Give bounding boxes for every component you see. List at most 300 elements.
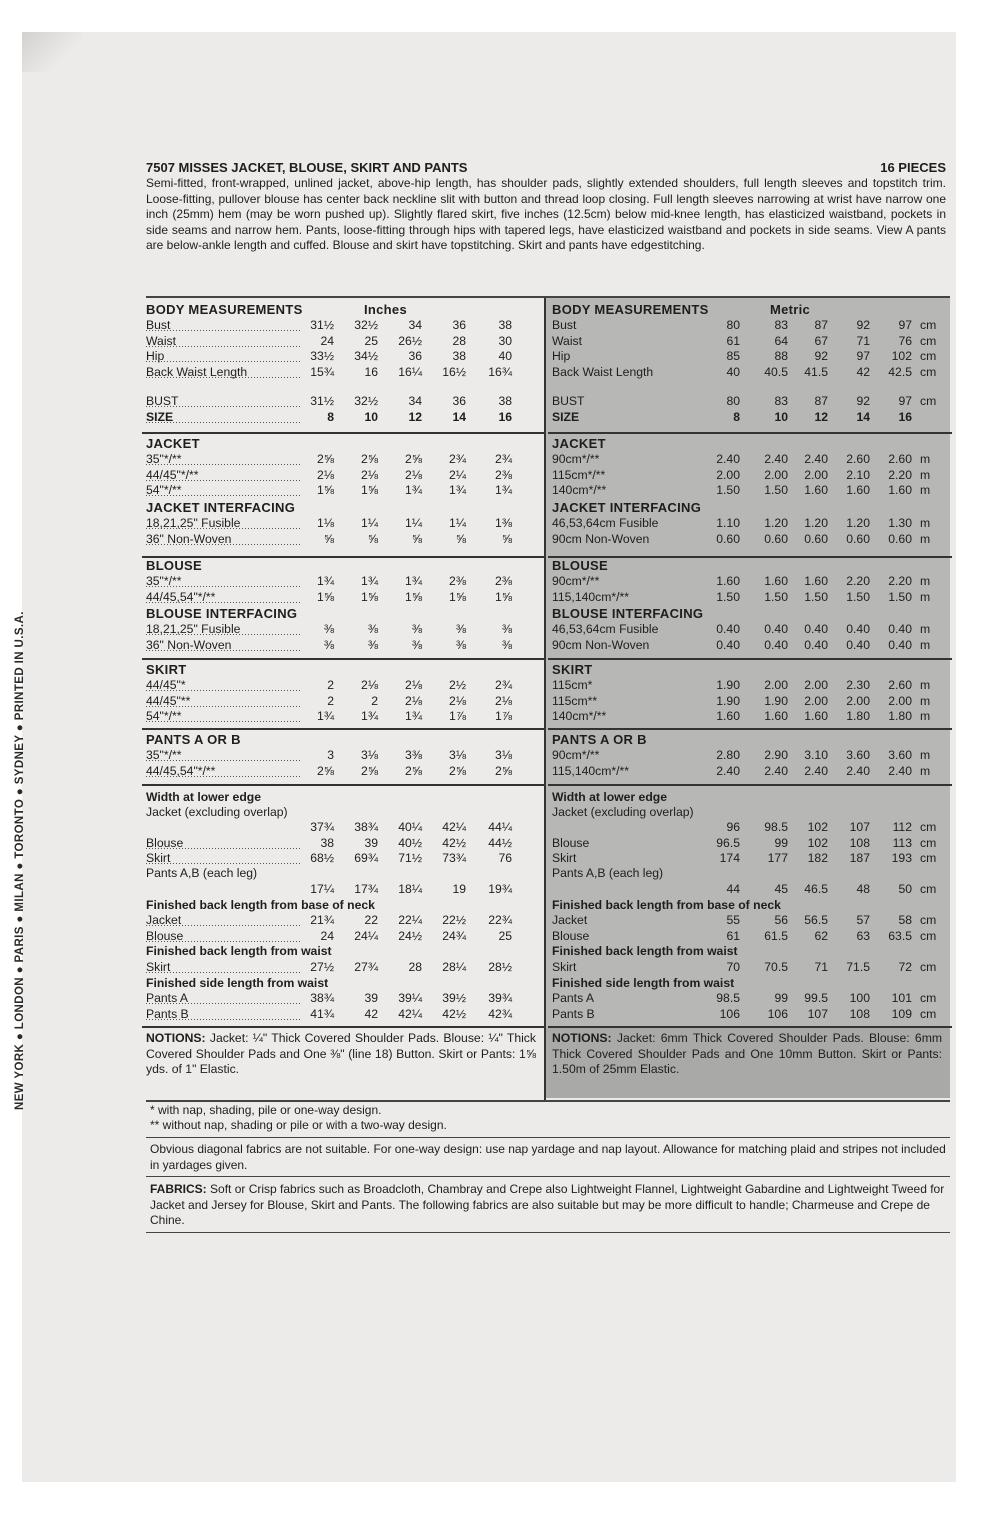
table-row	[146, 468, 542, 483]
row-value: 16	[364, 364, 378, 379]
row-value: 38	[498, 318, 512, 332]
row-value: 1.50	[764, 589, 788, 604]
footnote-without-nap: ** without nap, shading or pile or with a two-way design.	[150, 1118, 447, 1132]
skirt-title: SKIRT	[146, 662, 187, 677]
row-value: 106	[719, 1007, 740, 1021]
back-length-waist-title: Finished back length from waist	[552, 944, 738, 958]
row-value: 102	[807, 820, 828, 834]
row-value: 31½	[310, 394, 334, 408]
notions-block	[552, 1031, 942, 1078]
table-row	[146, 638, 542, 653]
table-row	[552, 929, 948, 944]
row-value: 1⅝	[361, 483, 378, 497]
row-label: BUST	[146, 394, 302, 408]
table-row	[552, 318, 948, 333]
row-value: 1⅛	[317, 516, 334, 530]
row-value: 64	[774, 333, 788, 348]
row-value: 2.40	[764, 763, 788, 778]
row-value: 41.5	[804, 364, 828, 379]
blouse_interfacing-title: BLOUSE INTERFACING	[146, 606, 298, 621]
unit-label: cm	[920, 333, 937, 348]
table-row	[552, 394, 948, 409]
table-row	[552, 483, 948, 498]
row-label: 115,140cm*/**	[552, 763, 630, 778]
row-value: 56.5	[804, 913, 828, 927]
table-row	[146, 836, 542, 851]
row-label: Pants B	[146, 1007, 302, 1021]
table-row	[146, 678, 542, 693]
row-value: 1¼	[405, 516, 422, 530]
row-value: ⅜	[501, 637, 512, 652]
pants-title: PANTS A OR B	[146, 732, 241, 747]
row-value: 0.40	[764, 637, 788, 652]
row-value: 36	[452, 318, 466, 332]
row-label: 90cm*/**	[552, 452, 600, 466]
row-value: 98.5	[716, 991, 740, 1005]
row-value: 42¼	[442, 820, 466, 834]
pants-leg-width-row	[552, 882, 948, 897]
section-rule	[142, 1026, 546, 1028]
row-value: 1⅝	[361, 589, 378, 604]
section-rule	[142, 432, 546, 434]
row-value: ⅜	[323, 622, 334, 636]
row-value: 2⅛	[405, 693, 422, 708]
row-value: 61	[726, 333, 740, 348]
row-label: Back Waist Length	[552, 364, 654, 379]
row-value: ⅝	[323, 531, 334, 546]
row-value: 108	[849, 836, 870, 850]
row-value: 56	[774, 913, 788, 927]
row-value: 46.5	[804, 882, 828, 896]
row-label: 115,140cm*/**	[552, 589, 630, 604]
table-row	[146, 1007, 542, 1022]
row-value: 99.5	[804, 991, 828, 1005]
row-value: 3⅛	[495, 748, 512, 762]
row-value: 2⅝	[317, 763, 334, 778]
row-value: ⅜	[411, 622, 422, 636]
row-value: 17¾	[354, 882, 378, 896]
table-row	[552, 410, 948, 425]
row-value: 2⅜	[495, 467, 512, 482]
row-value: 39½	[442, 991, 466, 1005]
table-row	[552, 334, 948, 349]
jacket_interfacing-title: JACKET INTERFACING	[552, 500, 702, 515]
table-row	[552, 638, 948, 653]
rule	[146, 1137, 950, 1138]
row-value: 0.40	[888, 622, 912, 636]
row-value: 38	[498, 394, 512, 408]
row-value: 55	[726, 913, 740, 927]
unit-label: m	[920, 709, 931, 723]
row-value: ⅜	[367, 622, 378, 636]
row-value: 1.60	[888, 483, 912, 497]
row-value: 2.20	[846, 574, 870, 588]
piece-count: 16 PIECES	[880, 160, 946, 175]
row-value: 2⅜	[495, 574, 512, 588]
row-value: 34	[408, 318, 422, 332]
row-value: 16	[898, 409, 912, 424]
unit-label: cm	[920, 991, 937, 1005]
table-row	[552, 622, 948, 637]
row-value: 174	[719, 851, 740, 865]
row-value: 2⅜	[449, 574, 466, 588]
row-value: 1¼	[449, 516, 466, 530]
row-value: 25	[498, 929, 512, 943]
row-value: 101	[891, 991, 912, 1005]
table-row	[552, 468, 948, 483]
row-value: 42½	[442, 1007, 466, 1021]
row-value: 62	[814, 929, 828, 943]
table-row	[552, 574, 948, 589]
row-value: 71½	[398, 851, 422, 865]
row-value: 0.40	[764, 622, 788, 636]
row-value: 2.00	[764, 467, 788, 482]
row-value: 17¼	[310, 882, 334, 896]
table-row	[146, 334, 542, 349]
row-label: Blouse	[146, 929, 302, 943]
section-rule	[548, 432, 952, 434]
unit-label: cm	[920, 882, 937, 896]
row-label: Waist	[146, 334, 302, 348]
row-value: 106	[767, 1007, 788, 1021]
row-value: 1.20	[846, 516, 870, 530]
row-value: 100	[849, 991, 870, 1005]
row-value: 1⅜	[495, 516, 512, 530]
body-measurements-header	[552, 302, 948, 317]
row-value: 0.40	[888, 637, 912, 652]
row-value: 2.00	[804, 693, 828, 708]
unit-label: cm	[920, 349, 937, 363]
side-length-title: Finished side length from waist	[146, 976, 329, 990]
row-value: 38	[452, 349, 466, 363]
row-value: 1¾	[405, 574, 422, 588]
row-label: Pants A	[552, 991, 595, 1005]
row-value: 0.60	[764, 531, 788, 546]
row-value: 98.5	[764, 820, 788, 834]
notions-bottom-rule	[146, 1100, 950, 1102]
row-value: 2.00	[804, 678, 828, 692]
table-row	[552, 851, 948, 866]
row-value: 26½	[398, 333, 422, 348]
pattern-title: 7507 MISSES JACKET, BLOUSE, SKIRT AND PANTS	[146, 160, 468, 175]
row-value: 99	[774, 991, 788, 1005]
row-value: 16¾	[488, 364, 512, 379]
row-label: 140cm*/**	[552, 709, 607, 723]
row-value: 1¾	[317, 574, 334, 588]
row-label: 54"*/**	[146, 483, 302, 497]
row-label: Waist	[552, 333, 583, 348]
row-value: 1⅞	[449, 709, 466, 723]
row-value: 28½	[488, 960, 512, 974]
row-value: 14	[856, 409, 870, 424]
row-value: 61	[726, 929, 740, 943]
row-value: ⅜	[501, 622, 512, 636]
fabrics-text: Soft or Crisp fabrics such as Broadcloth, Chambray and Crepe also Lightweight Flannel, Lightweight Gabardine and Lightweight Tweed for Jacket and Jersey for Blouse, Skirt and Pants. The following fabrics are also suitable but may be more difficult to handle; Charmeuse and Crepe de Chine.	[150, 1182, 945, 1227]
row-value: 36	[408, 349, 422, 363]
row-value: 0.60	[846, 531, 870, 546]
header-label: BODY MEASUREMENTS	[552, 302, 709, 317]
unit-header: Metric	[770, 302, 811, 317]
back-length-neck-title: Finished back length from base of neck	[552, 898, 781, 912]
row-value: 2.30	[846, 678, 870, 692]
row-label: Pants B	[552, 1007, 595, 1021]
table-row	[146, 532, 542, 547]
row-value: 70	[726, 960, 740, 974]
row-value: 1.10	[716, 516, 740, 530]
row-label: Back Waist Length	[146, 365, 302, 379]
row-value: 102	[891, 349, 912, 363]
fabrics-note	[150, 1182, 950, 1229]
row-value: 63.5	[888, 929, 912, 943]
pants-leg-width-row	[146, 882, 542, 897]
row-value: 73¾	[442, 851, 466, 865]
table-row	[552, 836, 948, 851]
table-row	[146, 349, 542, 364]
row-value: 50	[898, 882, 912, 896]
row-value: 19¾	[488, 882, 512, 896]
row-value: 97	[898, 394, 912, 408]
row-value: 0.40	[846, 622, 870, 636]
row-value: 1.80	[888, 709, 912, 723]
row-value: 2.40	[804, 763, 828, 778]
row-value: 1.90	[716, 678, 740, 692]
row-value: 1.90	[764, 693, 788, 708]
row-value: 92	[856, 318, 870, 332]
unit-label: m	[920, 452, 931, 466]
section-rule	[142, 728, 546, 730]
row-value: ⅝	[367, 531, 378, 546]
folded-corner	[22, 32, 82, 72]
unit-label: m	[920, 574, 931, 588]
table-row	[552, 590, 948, 605]
row-value: 40.5	[764, 364, 788, 379]
row-value: 12	[814, 409, 828, 424]
row-value: 15¾	[310, 364, 334, 379]
row-label: Blouse	[146, 836, 302, 850]
row-value: 1.60	[764, 709, 788, 723]
jacket-title: JACKET	[552, 436, 606, 451]
row-value: 2.20	[888, 467, 912, 482]
unit-label: m	[920, 622, 931, 636]
row-value: 42.5	[888, 364, 912, 379]
row-value: 10	[364, 409, 378, 424]
row-value: 3⅜	[405, 748, 422, 762]
row-value: 38¾	[354, 820, 378, 834]
back-length-neck-title: Finished back length from base of neck	[146, 898, 375, 912]
row-value: 10	[774, 409, 788, 424]
row-label: Skirt	[146, 851, 302, 865]
row-value: 2.20	[888, 574, 912, 588]
table-row	[552, 694, 948, 709]
fabrics-title: FABRICS:	[150, 1182, 207, 1196]
row-value: 42¼	[398, 1007, 422, 1021]
table-row	[552, 748, 948, 763]
row-value: 2.80	[716, 748, 740, 762]
row-value: 1¼	[361, 516, 378, 530]
row-value: 80	[726, 318, 740, 332]
row-value: 8	[327, 409, 334, 424]
row-value: 0.40	[716, 622, 740, 636]
row-label: 18,21,25" Fusible	[146, 516, 302, 530]
back-length-waist-title: Finished back length from waist	[146, 944, 332, 958]
row-value: 28	[452, 333, 466, 348]
row-label: Blouse	[552, 836, 590, 850]
row-value: 1¾	[361, 709, 378, 723]
row-value: 1⅝	[317, 483, 334, 497]
row-value: 2⅛	[361, 467, 378, 482]
notions-text: Jacket: ¼" Thick Covered Shoulder Pads. Blouse: ¼" Thick Covered Shoulder Pads and One ⅜" (line 18) Button. Skirt or Pants: 1⅝ yds. of 1" Elastic.	[146, 1031, 536, 1076]
row-label: 90cm Non-Woven	[552, 531, 650, 546]
row-value: 113	[892, 836, 912, 850]
row-value: 38¾	[310, 991, 334, 1005]
row-value: 2⅛	[495, 693, 512, 708]
row-label: 115cm*/**	[552, 467, 606, 482]
row-value: 27½	[310, 960, 334, 974]
row-label: 44/45"*/**	[146, 468, 302, 482]
row-label: 44/45"**	[146, 694, 302, 708]
row-value: 1.90	[716, 693, 740, 708]
unit-label: cm	[920, 318, 937, 332]
row-label: BUST	[552, 394, 585, 408]
row-value: 40	[498, 349, 512, 363]
unit-label: cm	[920, 960, 937, 974]
row-value: 3⅛	[361, 748, 378, 762]
row-value: 42	[364, 1007, 378, 1021]
row-value: 71	[856, 333, 870, 348]
table-row	[146, 748, 542, 763]
row-value: 1.60	[804, 709, 828, 723]
row-value: 37¾	[310, 820, 334, 834]
row-value: 1.60	[804, 483, 828, 497]
row-label: Pants A	[146, 991, 302, 1005]
table-row	[146, 574, 542, 589]
row-label: 35"*/**	[146, 748, 302, 762]
table-row	[552, 913, 948, 928]
unit-label: m	[920, 516, 931, 530]
header-label: BODY MEASUREMENTS	[146, 302, 303, 317]
unit-label: cm	[920, 394, 937, 408]
unit-label: m	[920, 483, 931, 497]
row-value: ⅜	[367, 637, 378, 652]
section-rule	[548, 784, 952, 786]
row-value: 1.60	[716, 709, 740, 723]
row-value: 1⅞	[495, 709, 512, 723]
row-value: 2.60	[888, 452, 912, 466]
row-value: 2¾	[495, 678, 512, 692]
table-row	[146, 483, 542, 498]
row-value: ⅜	[323, 637, 334, 652]
row-label: 90cm*/**	[552, 574, 600, 588]
row-value: 72	[898, 960, 912, 974]
row-value: 24½	[398, 929, 422, 943]
width-lower-edge-title: Width at lower edge	[146, 790, 262, 804]
unit-header: Inches	[364, 302, 407, 317]
row-value: 88	[774, 349, 788, 363]
row-value: 1.50	[716, 483, 740, 497]
row-label: Skirt	[552, 960, 577, 974]
diagonal-fabric-note: Obvious diagonal fabrics are not suitable. For one-way design: use nap yardage and nap layout. Allowance for matching plaid and stripes not included in yardages given.	[150, 1142, 946, 1172]
row-value: 2	[371, 693, 378, 708]
row-value: 182	[807, 851, 828, 865]
row-value: 8	[733, 409, 740, 424]
row-value: ⅜	[455, 622, 466, 636]
row-value: 39¼	[398, 991, 422, 1005]
row-value: 63	[856, 929, 870, 943]
row-value: 107	[807, 1007, 828, 1021]
row-label: 44/45"*	[146, 678, 302, 692]
row-value: 112	[892, 820, 912, 834]
row-value: 24¼	[354, 929, 378, 943]
row-value: 2⅛	[405, 678, 422, 692]
row-value: 0.40	[716, 637, 740, 652]
row-value: 1.50	[764, 483, 788, 497]
skirt-title: SKIRT	[552, 662, 593, 677]
row-value: 1.60	[804, 574, 828, 588]
row-value: 61.5	[764, 929, 788, 943]
row-label: SIZE	[552, 409, 580, 424]
row-value: 39	[364, 991, 378, 1005]
row-label: Hip	[552, 349, 571, 363]
row-value: 14	[452, 409, 466, 424]
unit-label: m	[920, 678, 931, 692]
row-value: 30	[498, 333, 512, 348]
row-value: 85	[726, 349, 740, 363]
row-value: 2.90	[764, 748, 788, 762]
section-rule	[548, 1026, 952, 1028]
row-value: 2.00	[804, 467, 828, 482]
row-value: 38	[320, 836, 334, 850]
pants-title: PANTS A OR B	[552, 732, 647, 747]
row-label: 46,53,64cm Fusible	[552, 516, 659, 530]
table-row	[146, 929, 542, 944]
row-value: 1.60	[716, 574, 740, 588]
row-value: 2⅛	[317, 467, 334, 482]
row-value: 2.00	[846, 693, 870, 708]
notions-title: NOTIONS:	[552, 1031, 612, 1045]
table-row	[146, 709, 542, 724]
rule	[146, 1232, 950, 1233]
row-value: 97	[898, 318, 912, 332]
table-row	[552, 678, 948, 693]
row-value: 2⅝	[405, 763, 422, 778]
row-label: 90cm Non-Woven	[552, 637, 650, 652]
spine-city-list: NEW YORK ● LONDON ● PARIS ● MILAN ● TORONTO ● SYDNEY ● PRINTED IN U.S.A.	[14, 611, 26, 1110]
row-value: 2¼	[449, 467, 466, 482]
row-value: 2⅛	[361, 678, 378, 692]
row-value: 1.20	[764, 516, 788, 530]
row-value: 76	[498, 851, 512, 865]
row-value: 109	[891, 1007, 912, 1021]
unit-label: m	[920, 637, 931, 652]
row-value: 0.40	[804, 637, 828, 652]
row-value: 80	[726, 394, 740, 408]
row-value: 44¼	[488, 820, 512, 834]
row-label: 115cm**	[552, 693, 598, 708]
row-value: 24	[320, 333, 334, 348]
row-value: ⅜	[455, 637, 466, 652]
row-value: 2.00	[716, 467, 740, 482]
unit-label: m	[920, 531, 931, 546]
row-value: 2.40	[764, 452, 788, 466]
row-value: 76	[898, 333, 912, 348]
row-value: 22	[364, 913, 378, 927]
row-label: 44/45,54"*/**	[146, 590, 302, 604]
row-value: 1⅝	[495, 589, 512, 604]
row-value: 21¾	[310, 913, 334, 927]
unit-label: cm	[920, 820, 937, 834]
table-row	[552, 991, 948, 1006]
row-label: 18,21,25" Fusible	[146, 622, 302, 636]
